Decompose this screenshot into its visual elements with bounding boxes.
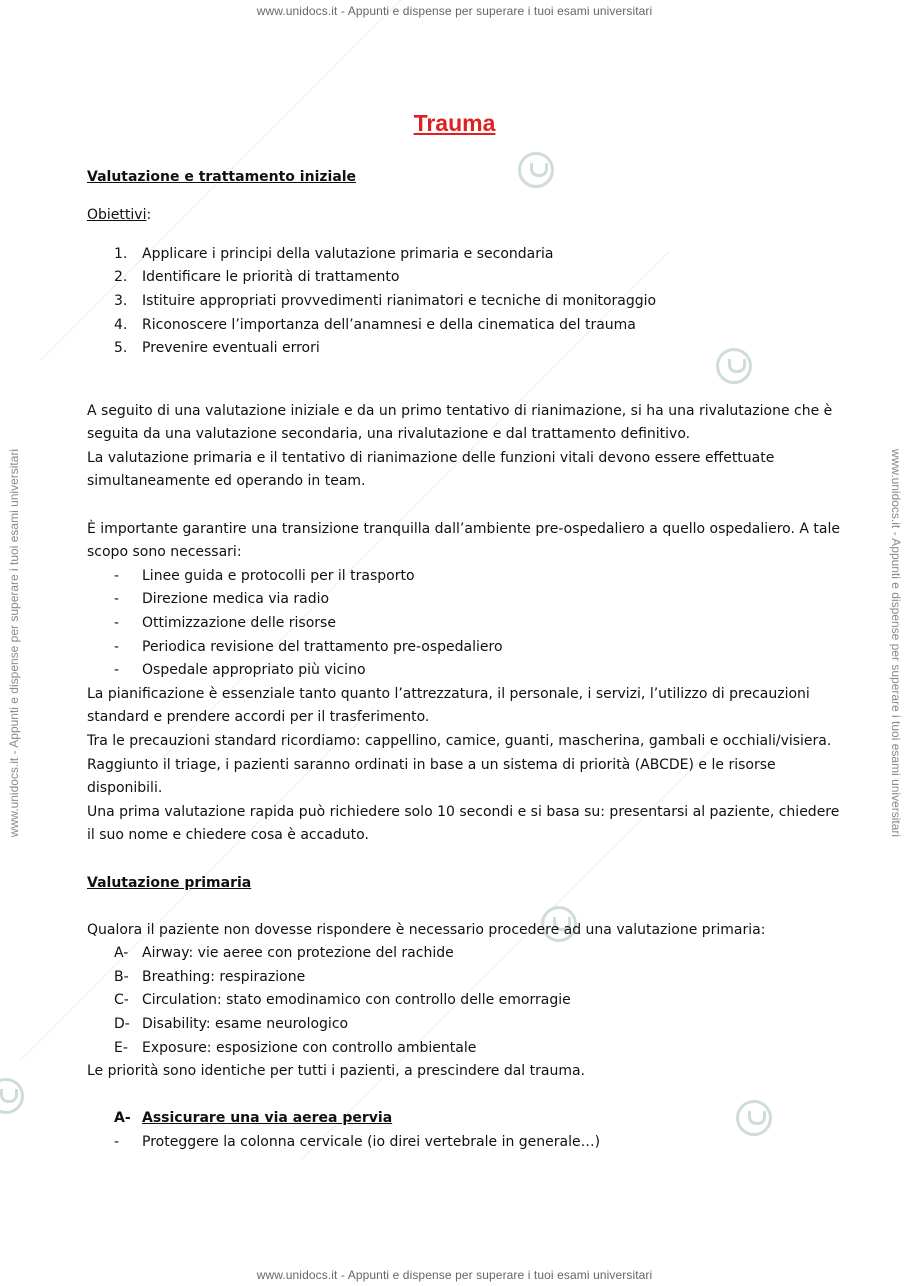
list-item bbox=[114, 636, 503, 660]
list-item bbox=[114, 966, 305, 990]
list-item bbox=[114, 1037, 476, 1061]
list-marker: A- bbox=[114, 945, 129, 961]
list-marker: 5. bbox=[114, 340, 128, 356]
subsection-heading-text: Assicurare una via aerea pervia bbox=[142, 1110, 393, 1126]
paragraph-line: simultaneamente ed operando in team. bbox=[87, 473, 366, 489]
paragraph-line: Una prima valutazione rapida può richiedere solo 10 secondi e si basa su: presentarsi al paziente, chiedere bbox=[87, 804, 840, 820]
list-item-text: Circulation: stato emodinamico con controllo delle emorragie bbox=[142, 992, 571, 1008]
list-item bbox=[114, 1013, 348, 1037]
paragraph-line: disponibili. bbox=[87, 780, 163, 796]
list-item bbox=[114, 612, 336, 636]
list-item bbox=[114, 588, 329, 612]
paragraph-line: standard e prendere accordi per il trasferimento. bbox=[87, 709, 430, 725]
list-item-text: Ottimizzazione delle risorse bbox=[142, 615, 336, 631]
watermark-side-left: www.unidocs.it - Appunti e dispense per superare i tuoi esami universitari bbox=[7, 448, 21, 838]
list-marker: A- bbox=[114, 1110, 131, 1126]
list-item bbox=[114, 1131, 600, 1155]
list-marker: - bbox=[114, 615, 120, 631]
list-item-text: Linee guida e protocolli per il trasporto bbox=[142, 568, 415, 584]
paragraph-line: Le priorità sono identiche per tutti i pazienti, a prescindere dal trauma. bbox=[87, 1063, 586, 1079]
paragraph-line: scopo sono necessari: bbox=[87, 544, 242, 560]
list-item bbox=[114, 314, 636, 338]
list-marker: 4. bbox=[114, 317, 128, 333]
list-marker: 1. bbox=[114, 246, 128, 262]
list-marker: - bbox=[114, 1134, 120, 1150]
list-item bbox=[114, 565, 415, 589]
list-item bbox=[114, 942, 454, 966]
paragraph-line: La valutazione primaria e il tentativo di rianimazione delle funzioni vitali devono essere effettuate bbox=[87, 450, 775, 466]
list-item bbox=[114, 989, 571, 1013]
list-item-text: Periodica revisione del trattamento pre-ospedaliero bbox=[142, 639, 503, 655]
list-marker: B- bbox=[114, 969, 129, 985]
unidocs-logo-icon bbox=[0, 1078, 24, 1114]
list-item bbox=[114, 243, 553, 267]
list-item-text: Prevenire eventuali errori bbox=[142, 340, 320, 356]
unidocs-logo-icon bbox=[736, 1100, 772, 1136]
list-item-text: Exposure: esposizione con controllo ambientale bbox=[142, 1040, 477, 1056]
list-item-text: Breathing: respirazione bbox=[142, 969, 306, 985]
list-item bbox=[114, 659, 366, 683]
watermark-side-right: www.unidocs.it - Appunti e dispense per superare i tuoi esami universitari bbox=[889, 448, 903, 838]
paragraph-line: A seguito di una valutazione iniziale e da un primo tentativo di rianimazione, si ha una rivalutazione che è bbox=[87, 403, 833, 419]
watermark-footer: www.unidocs.it - Appunti e dispense per superare i tuoi esami universitari bbox=[256, 1268, 653, 1282]
paragraph-line: il suo nome e chiedere cosa è accaduto. bbox=[87, 827, 369, 843]
unidocs-logo-icon bbox=[518, 152, 554, 188]
subsection-heading bbox=[114, 1107, 392, 1131]
unidocs-logo-icon bbox=[716, 348, 752, 384]
paragraph-line: Raggiunto il triage, i pazienti saranno ordinati in base a un sistema di priorità (ABCDE) e le risorse bbox=[87, 757, 776, 773]
watermark-header: www.unidocs.it - Appunti e dispense per superare i tuoi esami universitari bbox=[256, 4, 653, 18]
objectives-label bbox=[87, 204, 151, 228]
objectives-label-text: Obiettivi bbox=[87, 207, 147, 223]
list-item-text: Riconoscere l’importanza dell’anamnesi e della cinematica del trauma bbox=[142, 317, 636, 333]
paragraph-line: Tra le precauzioni standard ricordiamo: cappellino, camice, guanti, mascherina, gambali e occhiali/visiera. bbox=[87, 733, 832, 749]
page-title: Trauma bbox=[413, 110, 496, 136]
list-marker: 3. bbox=[114, 293, 128, 309]
list-item-text: Applicare i principi della valutazione primaria e secondaria bbox=[142, 246, 554, 262]
paragraph-line: Qualora il paziente non dovesse rispondere è necessario procedere ad una valutazione primaria: bbox=[87, 922, 766, 938]
list-item bbox=[114, 290, 656, 314]
section-heading: Valutazione e trattamento iniziale bbox=[87, 169, 357, 185]
paragraph-line: È importante garantire una transizione tranquilla dall’ambiente pre-ospedaliero a quello ospedaliero. A tale bbox=[87, 521, 840, 537]
list-item-text: Istituire appropriati provvedimenti rianimatori e tecniche di monitoraggio bbox=[142, 293, 657, 309]
paragraph-line: seguita da una valutazione secondaria, una rivalutazione e dal trattamento definitivo. bbox=[87, 426, 691, 442]
section-heading: Valutazione primaria bbox=[87, 875, 252, 891]
paragraph-line: La pianificazione è essenziale tanto quanto l’attrezzatura, il personale, i servizi, l’utilizzo di precauzioni bbox=[87, 686, 810, 702]
list-item-text: Proteggere la colonna cervicale (io direi vertebrale in generale…) bbox=[142, 1134, 601, 1150]
list-marker: C- bbox=[114, 992, 129, 1008]
list-item-text: Identificare le priorità di trattamento bbox=[142, 269, 400, 285]
list-item-text: Direzione medica via radio bbox=[142, 591, 330, 607]
list-marker: E- bbox=[114, 1040, 128, 1056]
list-item-text: Ospedale appropriato più vicino bbox=[142, 662, 366, 678]
list-marker: - bbox=[114, 639, 120, 655]
list-item bbox=[114, 266, 400, 290]
list-marker: - bbox=[114, 568, 120, 584]
list-item bbox=[114, 337, 320, 361]
list-item-text: Airway: vie aeree con protezione del rachide bbox=[142, 945, 454, 961]
list-marker: D- bbox=[114, 1016, 130, 1032]
list-marker: - bbox=[114, 662, 120, 678]
list-marker: - bbox=[114, 591, 120, 607]
list-item-text: Disability: esame neurologico bbox=[142, 1016, 349, 1032]
objectives-colon: : bbox=[146, 207, 152, 223]
list-marker: 2. bbox=[114, 269, 128, 285]
